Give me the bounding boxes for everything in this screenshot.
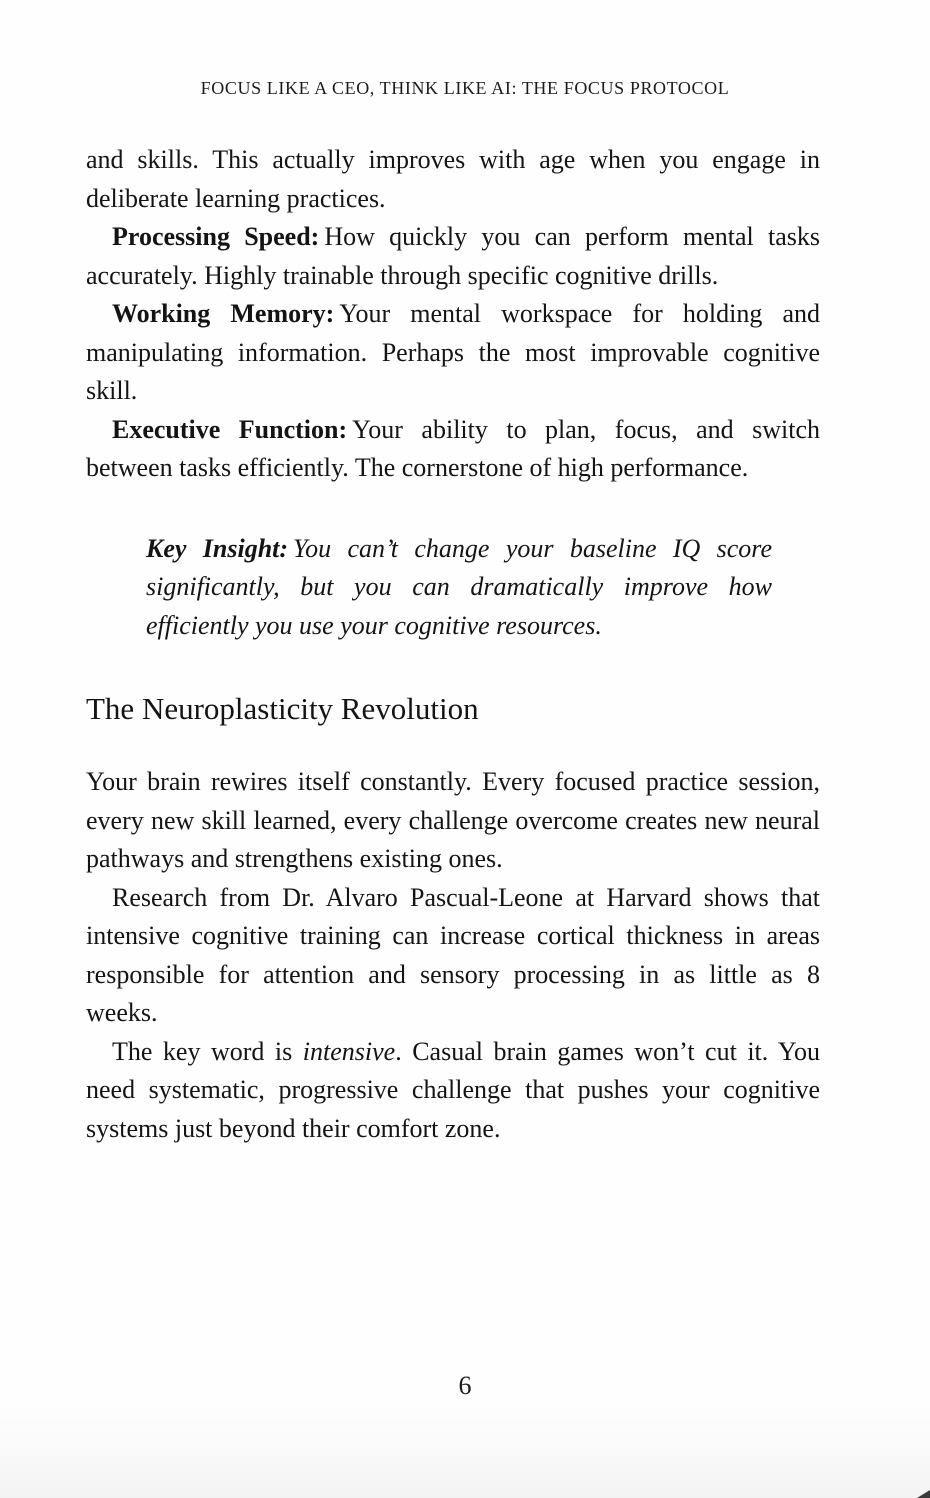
paragraph-text: Your ability to plan, focus, and switch between tasks efficiently. The cornerstone of high performance. xyxy=(86,414,820,482)
paragraph-text: Your mental workspace for holding and manipulating information. Perhaps the most improvable cognitive skill. xyxy=(86,299,820,405)
running-header: FOCUS LIKE A CEO, THINK LIKE AI: THE FOCUS PROTOCOL xyxy=(200,78,730,98)
section-heading: The Neuroplasticity Revolution xyxy=(86,691,479,726)
term-label-processing-speed: Processing Speed: xyxy=(112,222,320,251)
paragraph-executive-function xyxy=(86,411,820,488)
paragraph-neuroplasticity-intro xyxy=(86,763,820,879)
paragraph-key-word xyxy=(86,1033,820,1149)
paragraph-processing-speed xyxy=(86,218,820,295)
quote-text: You can’t change your baseline IQ score significantly, but you can dramatically improve how efficiently you use your cognitive resources. xyxy=(146,533,772,640)
page-bottom-shade xyxy=(0,1403,930,1498)
term-label-executive-function: Executive Function: xyxy=(112,414,348,444)
paragraph-text: Research from Dr. Alvaro Pascual-Leone at Harvard shows that intensive cognitive training can increase cortical thickness in areas responsible for attention and sensory processing in as little as 8 weeks. xyxy=(86,882,820,1027)
page-corner-artifact xyxy=(917,1490,930,1498)
paragraph-continuation xyxy=(86,141,820,218)
key-insight-quote xyxy=(146,530,772,646)
paragraph-text: and skills. This actually improves with age when you engage in deliberate learning practices. xyxy=(86,145,820,213)
paragraph-text: . Casual brain games won’t cut it. You need systematic, progressive challenge that pushes your cognitive systems just beyond their comfort zone. xyxy=(86,1036,820,1143)
paragraph-working-memory xyxy=(86,295,820,411)
page-number: 6 xyxy=(458,1371,472,1400)
quote-label: Key Insight: xyxy=(146,533,289,563)
paragraph-text: The key word is xyxy=(112,1036,303,1066)
paragraph-text: Your brain rewires itself constantly. Every focused practice session, every new skill learned, every challenge overcome creates new neural pathways and strengthens existing ones. xyxy=(86,767,820,873)
paragraph-text: How quickly you can perform mental tasks accurately. Highly trainable through specific cognitive drills. xyxy=(86,222,821,290)
paragraph-research xyxy=(86,879,820,1033)
page-content xyxy=(86,141,820,1148)
emphasized-word: intensive xyxy=(302,1036,396,1066)
term-label-working-memory: Working Memory: xyxy=(112,299,335,328)
